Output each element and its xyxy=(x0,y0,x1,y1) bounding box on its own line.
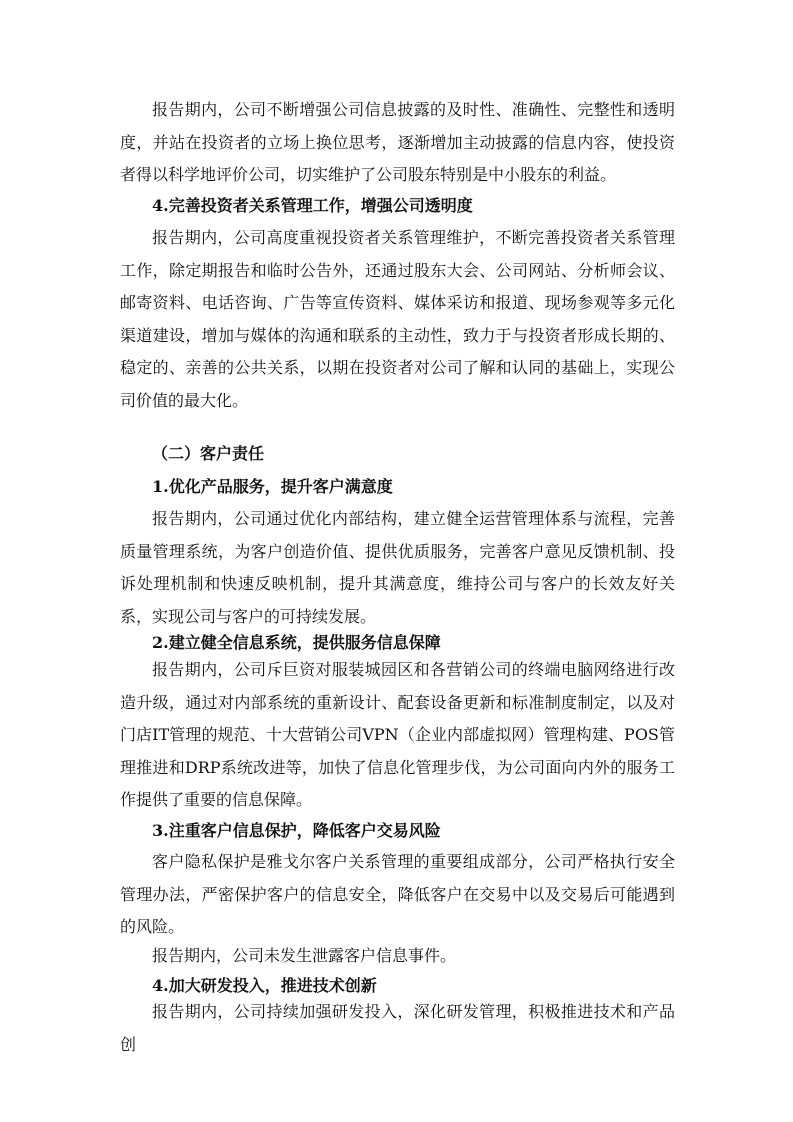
heading-customer-info-protection: 3.注重客户信息保护，降低客户交易风险 xyxy=(152,821,441,840)
paragraph-product-service: 报告期内，公司通过优化内部结构，建立健全运营管理体系与流程，完善质量管理系统，为客户创造价值、提供优质服务，完善客户意见反馈机制、投诉处理机制和快速反映机制，提升其满意度，维持公司与客户的长效友好关系，实现公司与客户的可持续发展。 xyxy=(120,509,675,626)
heading-investor-relations: 4.完善投资者关系管理工作，增强公司透明度 xyxy=(152,196,473,215)
heading-product-service: 1.优化产品服务，提升客户满意度 xyxy=(152,477,393,496)
paragraph-rnd-investment: 报告期内，公司持续加强研发投入，深化研发管理，积极推进技术和产品创 xyxy=(120,1002,675,1054)
section-title-customer-responsibility: （二）客户责任 xyxy=(152,444,265,463)
paragraph-no-leak: 报告期内，公司未发生泄露客户信息事件。 xyxy=(152,946,457,965)
paragraph-customer-privacy: 客户隐私保护是雅戈尔客户关系管理的重要组成部分，公司严格执行安全管理办法，严密保护客户的信息安全，降低客户在交易中以及交易后可能遇到的风险。 xyxy=(120,852,675,936)
heading-rnd-investment: 4.加大研发投入，推进技术创新 xyxy=(152,976,377,995)
paragraph-information-system: 报告期内，公司斥巨资对服装城园区和各营销公司的终端电脑网络进行改造升级，通过对内部系统的重新设计、配套设备更新和标准制度制定，以及对门店IT管理的规范、十大营销公司VPN（企业内部虚拟网）管理构建、POS管理推进和DRP系统改进等，加快了信息化管理步伐，为公司面向内外的服务工作提供了重要的信息保障。 xyxy=(120,660,675,809)
paragraph-disclosure: 报告期内，公司不断增强公司信息披露的及时性、准确性、完整性和透明度，并站在投资者的立场上换位思考，逐渐增加主动披露的信息内容，使投资者得以科学地评价公司，切实维护了公司股东特别是中小股东的利益。 xyxy=(120,100,675,184)
paragraph-investor-relations: 报告期内，公司高度重视投资者关系管理维护，不断完善投资者关系管理工作，除定期报告和临时公告外，还通过股东大会、公司网站、分析师会议、邮寄资料、电话咨询、广告等宣传资料、媒体采访和报道、现场参观等多元化渠道建设，增加与媒体的沟通和联系的主动性，致力于与投资者形成长期的、稳定的、亲善的公共关系，以期在投资者对公司了解和认同的基础上，实现公司价值的最大化。 xyxy=(120,228,675,410)
heading-information-system: 2.建立健全信息系统，提供服务信息保障 xyxy=(152,633,441,652)
